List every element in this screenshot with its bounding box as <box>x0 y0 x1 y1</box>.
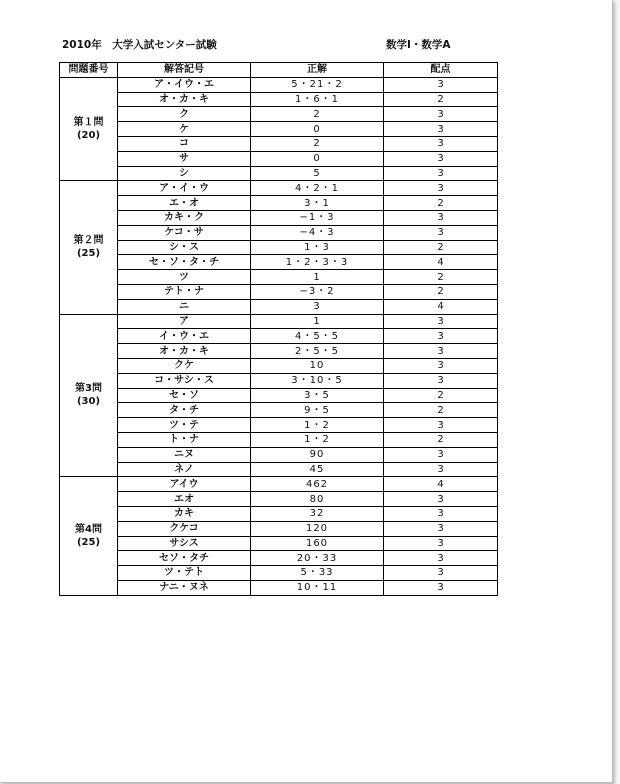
answer-symbol-cell: クケコ <box>118 521 251 536</box>
table-row <box>60 77 498 92</box>
points-cell: 3 <box>384 77 498 92</box>
points-cell: 2 <box>384 284 498 299</box>
correct-answer-cell: 0 <box>251 151 384 166</box>
table-row <box>60 373 498 388</box>
points-cell: 3 <box>384 225 498 240</box>
answer-symbol-cell: ア <box>118 314 251 329</box>
table-row <box>60 418 498 433</box>
answer-symbol-cell: ネノ <box>118 462 251 477</box>
answer-symbol-cell: シ <box>118 166 251 181</box>
subject-title: 数学Ⅰ・数学A <box>386 39 451 51</box>
table-row <box>60 92 498 107</box>
column-header-question-number: 問題番号 <box>60 63 118 78</box>
points-cell: 3 <box>384 447 498 462</box>
answer-symbol-cell: ク <box>118 107 251 122</box>
correct-answer-cell: 1・3 <box>251 240 384 255</box>
correct-answer-cell: 1・2 <box>251 418 384 433</box>
correct-answer-cell: 20・33 <box>251 551 384 566</box>
points-cell: 3 <box>384 122 498 137</box>
answer-symbol-cell: エオ <box>118 492 251 507</box>
answer-symbol-cell: ツ・テ <box>118 418 251 433</box>
correct-answer-cell: 45 <box>251 462 384 477</box>
table-row <box>60 551 498 566</box>
table-row <box>60 447 498 462</box>
points-cell: 3 <box>384 373 498 388</box>
question-total-points: (30) <box>76 396 101 408</box>
points-cell: 2 <box>384 432 498 447</box>
correct-answer-cell: 9・5 <box>251 403 384 418</box>
question-total-points: (25) <box>76 537 101 548</box>
points-cell: 2 <box>384 388 498 403</box>
correct-answer-cell: 3・1 <box>251 196 384 211</box>
answer-symbol-cell: ツ <box>118 270 251 285</box>
points-cell: 2 <box>384 403 498 418</box>
answer-symbol-cell: ケ <box>118 122 251 137</box>
answer-symbol-cell: ア・イ・ウ <box>118 181 251 196</box>
points-cell: 3 <box>384 492 498 507</box>
table-row <box>60 107 498 122</box>
correct-answer-cell: 2 <box>251 136 384 151</box>
column-header-correct-answer: 正解 <box>251 63 384 78</box>
table-row <box>60 314 498 329</box>
points-cell: 3 <box>384 136 498 151</box>
answer-symbol-cell: テト・ナ <box>118 284 251 299</box>
correct-answer-cell: 1・6・1 <box>251 92 384 107</box>
points-cell: 3 <box>384 358 498 373</box>
answer-symbol-cell: サ <box>118 151 251 166</box>
answer-table-body <box>60 77 498 595</box>
correct-answer-cell: 0 <box>251 122 384 137</box>
table-row <box>60 432 498 447</box>
points-cell: 2 <box>384 240 498 255</box>
points-cell: 3 <box>384 418 498 433</box>
answer-symbol-cell: エ・オ <box>118 196 251 211</box>
correct-answer-cell: 5・21・2 <box>251 77 384 92</box>
correct-answer-cell: 5・33 <box>251 566 384 581</box>
answer-symbol-cell: ケコ・サ <box>118 225 251 240</box>
points-cell: 4 <box>384 477 498 492</box>
correct-answer-cell: 1・2 <box>251 432 384 447</box>
answer-symbol-cell: ニヌ <box>118 447 251 462</box>
points-cell: 3 <box>384 210 498 225</box>
table-row <box>60 388 498 403</box>
correct-answer-cell: 90 <box>251 447 384 462</box>
answer-symbol-cell: タ・チ <box>118 403 251 418</box>
question-total-points: (25) <box>76 248 101 260</box>
table-row <box>60 210 498 225</box>
answer-symbol-cell: ニ <box>118 299 251 314</box>
points-cell: 3 <box>384 344 498 359</box>
points-cell: 3 <box>384 181 498 196</box>
table-row <box>60 344 498 359</box>
points-cell: 3 <box>384 566 498 581</box>
table-row <box>60 329 498 344</box>
correct-answer-cell: 2 <box>251 107 384 122</box>
answer-symbol-cell: ナニ・ヌネ <box>118 580 251 595</box>
correct-answer-cell: 1 <box>251 314 384 329</box>
correct-answer-cell: −3・2 <box>251 284 384 299</box>
exam-title: 2010年 大学入試センター試験 <box>62 39 217 51</box>
table-row <box>60 255 498 270</box>
points-cell: 2 <box>384 196 498 211</box>
answer-symbol-cell: セ・ソ <box>118 388 251 403</box>
answer-symbol-cell: サシス <box>118 536 251 551</box>
table-row <box>60 122 498 137</box>
table-row <box>60 462 498 477</box>
question-total-points: (20) <box>76 130 101 142</box>
table-row <box>60 299 498 314</box>
correct-answer-cell: 3 <box>251 299 384 314</box>
correct-answer-cell: 2・5・5 <box>251 344 384 359</box>
answer-symbol-cell: オ・カ・キ <box>118 92 251 107</box>
points-cell: 3 <box>384 580 498 595</box>
points-cell: 3 <box>384 506 498 521</box>
correct-answer-cell: 3・5 <box>251 388 384 403</box>
table-row <box>60 166 498 181</box>
correct-answer-cell: 3・10・5 <box>251 373 384 388</box>
points-cell: 3 <box>384 521 498 536</box>
correct-answer-cell: 120 <box>251 521 384 536</box>
table-row <box>60 521 498 536</box>
points-cell: 3 <box>384 107 498 122</box>
table-row <box>60 136 498 151</box>
table-row <box>60 270 498 285</box>
answer-symbol-cell: セ・ソ・タ・チ <box>118 255 251 270</box>
points-cell: 3 <box>384 462 498 477</box>
correct-answer-cell: 4・5・5 <box>251 329 384 344</box>
points-cell: 3 <box>384 536 498 551</box>
points-cell: 3 <box>384 329 498 344</box>
table-row <box>60 403 498 418</box>
correct-answer-cell: 4・2・1 <box>251 181 384 196</box>
answer-table <box>59 62 498 596</box>
table-row <box>60 240 498 255</box>
points-cell: 4 <box>384 255 498 270</box>
question-label: 第4問 <box>75 524 102 535</box>
correct-answer-cell: 5 <box>251 166 384 181</box>
table-row <box>60 181 498 196</box>
answer-symbol-cell: コ <box>118 136 251 151</box>
answer-symbol-cell: ツ・テト <box>118 566 251 581</box>
question-number-cell <box>60 477 118 595</box>
question-label: 第3問 <box>75 383 102 395</box>
answer-symbol-cell: シ・ス <box>118 240 251 255</box>
table-row <box>60 196 498 211</box>
points-cell: 2 <box>384 92 498 107</box>
correct-answer-cell: 1・2・3・3 <box>251 255 384 270</box>
table-row <box>60 580 498 595</box>
correct-answer-cell: 10 <box>251 358 384 373</box>
table-row <box>60 506 498 521</box>
question-number-cell <box>60 77 118 181</box>
question-label: 第２問 <box>73 235 104 247</box>
correct-answer-cell: −1・3 <box>251 210 384 225</box>
table-row <box>60 151 498 166</box>
answer-symbol-cell: イ・ウ・エ <box>118 329 251 344</box>
table-header-row <box>60 63 498 78</box>
answer-symbol-cell: カキ <box>118 506 251 521</box>
points-cell: 3 <box>384 551 498 566</box>
correct-answer-cell: 160 <box>251 536 384 551</box>
answer-symbol-cell: セソ・タチ <box>118 551 251 566</box>
correct-answer-cell: 1 <box>251 270 384 285</box>
column-header-answer-symbol: 解答記号 <box>118 63 251 78</box>
answer-symbol-cell: ト・ナ <box>118 432 251 447</box>
question-number-cell <box>60 181 118 314</box>
answer-symbol-cell: コ・サシ・ス <box>118 373 251 388</box>
answer-symbol-cell: カキ・ク <box>118 210 251 225</box>
correct-answer-cell: −4・3 <box>251 225 384 240</box>
table-row <box>60 477 498 492</box>
points-cell: 3 <box>384 314 498 329</box>
table-row <box>60 566 498 581</box>
table-row <box>60 536 498 551</box>
table-row <box>60 225 498 240</box>
table-row <box>60 284 498 299</box>
column-header-points: 配点 <box>384 63 498 78</box>
table-row <box>60 492 498 507</box>
correct-answer-cell: 462 <box>251 477 384 492</box>
question-number-cell <box>60 314 118 477</box>
points-cell: 2 <box>384 270 498 285</box>
answer-symbol-cell: クケ <box>118 358 251 373</box>
answer-symbol-cell: アイウ <box>118 477 251 492</box>
answer-symbol-cell: ア・イウ・エ <box>118 77 251 92</box>
correct-answer-cell: 80 <box>251 492 384 507</box>
answer-symbol-cell: オ・カ・キ <box>118 344 251 359</box>
question-label: 第１問 <box>73 117 104 129</box>
points-cell: 3 <box>384 166 498 181</box>
table-row <box>60 358 498 373</box>
points-cell: 4 <box>384 299 498 314</box>
correct-answer-cell: 32 <box>251 506 384 521</box>
correct-answer-cell: 10・11 <box>251 580 384 595</box>
points-cell: 3 <box>384 151 498 166</box>
